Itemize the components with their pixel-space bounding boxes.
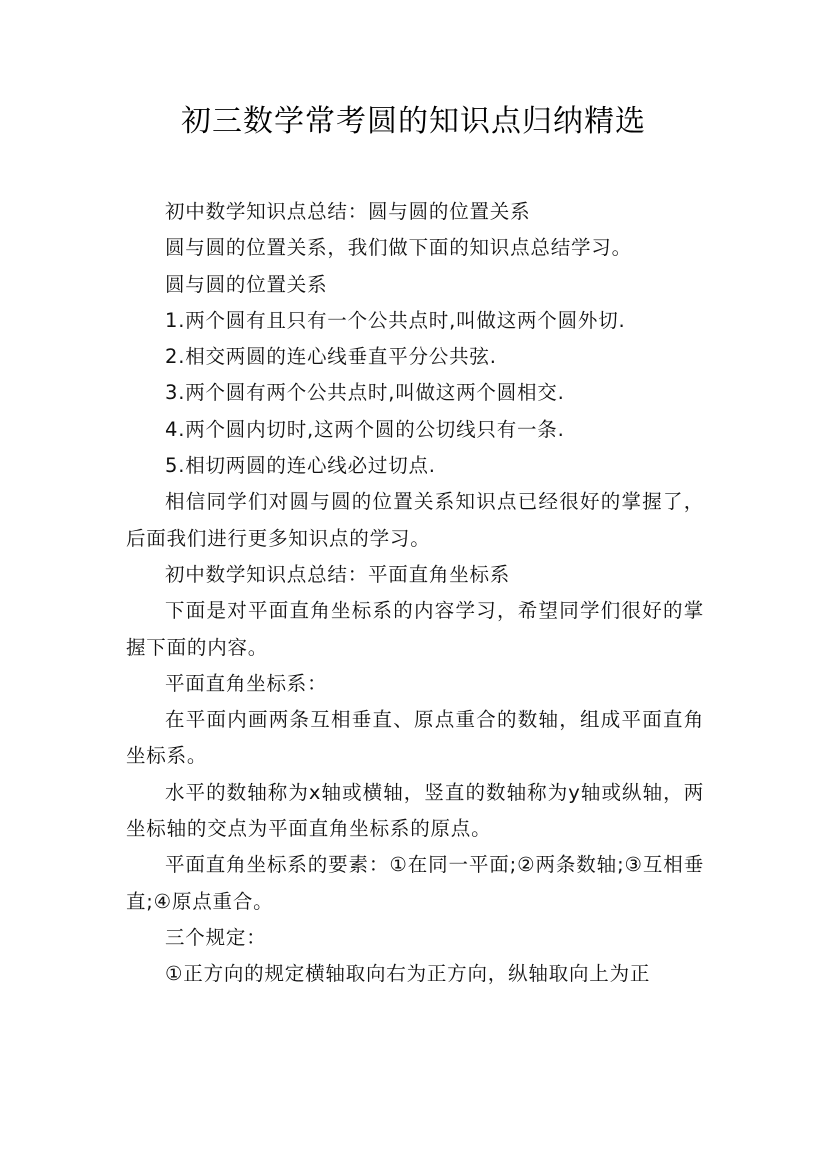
paragraph: 在平面内画两条互相垂直、原点重合的数轴，组成平面直角坐标系。 [126, 708, 704, 768]
paragraph: 圆与圆的位置关系 [165, 272, 328, 296]
paragraph: 1.两个圆有且只有一个公共点时,叫做这两个圆外切. [165, 308, 626, 332]
paragraph: 下面是对平面直角坐标系的内容学习，希望同学们很好的掌握下面的内容。 [126, 599, 704, 659]
paragraph: 5.相切两圆的连心线必过切点. [165, 454, 436, 478]
paragraph: 水平的数轴称为x轴或横轴，竖直的数轴称为y轴或纵轴，两坐标轴的交点为平面直角坐标系的原点。 [126, 780, 704, 841]
paragraph: 三个规定： [165, 925, 267, 949]
paragraph: 3.两个圆有两个公共点时,叫做这两个圆相交. [165, 381, 565, 405]
paragraph: 平面直角坐标系的要素：①在同一平面;②两条数轴;③互相垂直;④原点重合。 [126, 853, 704, 913]
paragraph: 初中数学知识点总结：圆与圆的位置关系 [165, 200, 531, 223]
paragraph: 平面直角坐标系： [165, 671, 328, 695]
paragraph: 初中数学知识点总结：平面直角坐标系 [165, 562, 511, 586]
paragraph: 圆与圆的位置关系，我们做下面的知识点总结学习。 [165, 236, 632, 260]
document-body [126, 194, 704, 993]
paragraph: 2.相交两圆的连心线垂直平分公共弦. [165, 345, 497, 369]
document-title: 初三数学常考圆的知识点归纳精选 [181, 104, 646, 139]
paragraph: ①正方向的规定横轴取向右为正方向，纵轴取向上为正 [165, 962, 651, 986]
paragraph: 相信同学们对圆与圆的位置关系知识点已经很好的掌握了，后面我们进行更多知识点的学习。 [126, 490, 704, 550]
paragraph: 4.两个圆内切时,这两个圆的公切线只有一条. [165, 417, 565, 441]
